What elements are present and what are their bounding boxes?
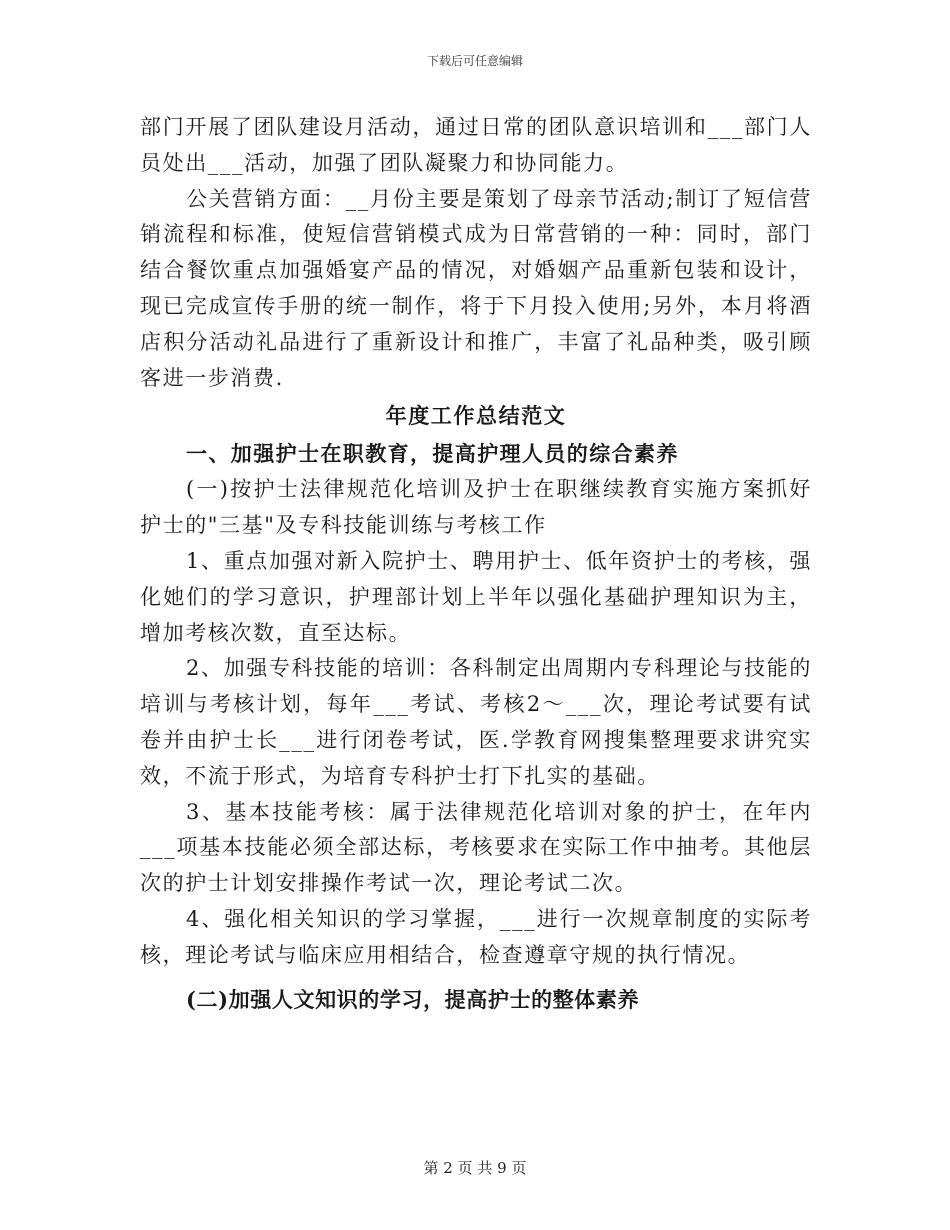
paragraph-item-3: 3、基本技能考核：属于法律规范化培训对象的护士，在年内___项基本技能必须全部达标，考核要求在实际工作中抽考。其他层次的护士计划安排操作考试一次，理论考试二次。 [140, 799, 812, 896]
page-number: 第 2 页 共 9 页 [423, 1159, 527, 1177]
paragraph-item-4: 4、强化相关知识的学习掌握，___进行一次规章制度的实际考核，理论考试与临床应用相结合，检查遵章守规的执行情况。 [140, 906, 812, 967]
page-header: 下载后可任意编辑 [426, 54, 523, 68]
document-title: 年度工作总结范文 [385, 403, 567, 429]
paragraph-pr-marketing: 公关营销方面：__月份主要是策划了母亲节活动;制订了短信营销流程和标准，使短信营销模式成为日常营销的一种：同时，部门结合餐饮重点加强婚宴产品的情况，对婚姻产品重新包装和设计，现已完成宣传手册的统一制作，将于下月投入使用;另外，本月将酒店积分活动礼品进行了重新设计和推广，丰富了礼品种类，吸引顾客进一步消费. [140, 186, 812, 390]
paragraph-item-1: 1、重点加强对新入院护士、聘用护士、低年资护士的考核，强化她们的学习意识，护理部计划上半年以强化基础护理知识为主，增加考核次数，直至达标。 [140, 548, 812, 645]
section-heading-1: 一、加强护士在职教育，提高护理人员的综合素养 [186, 441, 679, 467]
section-heading-2: (二)加强人文知识的学习，提高护士的整体素养 [186, 986, 640, 1012]
paragraph-team-building: 部门开展了团队建设月活动，通过日常的团队意识培训和___部门人员处出___活动，加强了团队凝聚力和协同能力。 [140, 115, 812, 175]
subsection-training-plan: (一)按护士法律规范化培训及护士在职继续教育实施方案抓好护士的"三基"及专科技能训练与考核工作 [140, 477, 812, 538]
document-body [140, 110, 812, 1018]
paragraph-item-2: 2、加强专科技能的培训：各科制定出周期内专科理论与技能的培训与考核计划，每年___考试、考核2～___次，理论考试要有试卷并由护士长___进行闭卷考试，医.学教育网搜集整理要求讲究实效，不流于形式，为培育专科护士打下扎实的基础。 [140, 656, 812, 788]
